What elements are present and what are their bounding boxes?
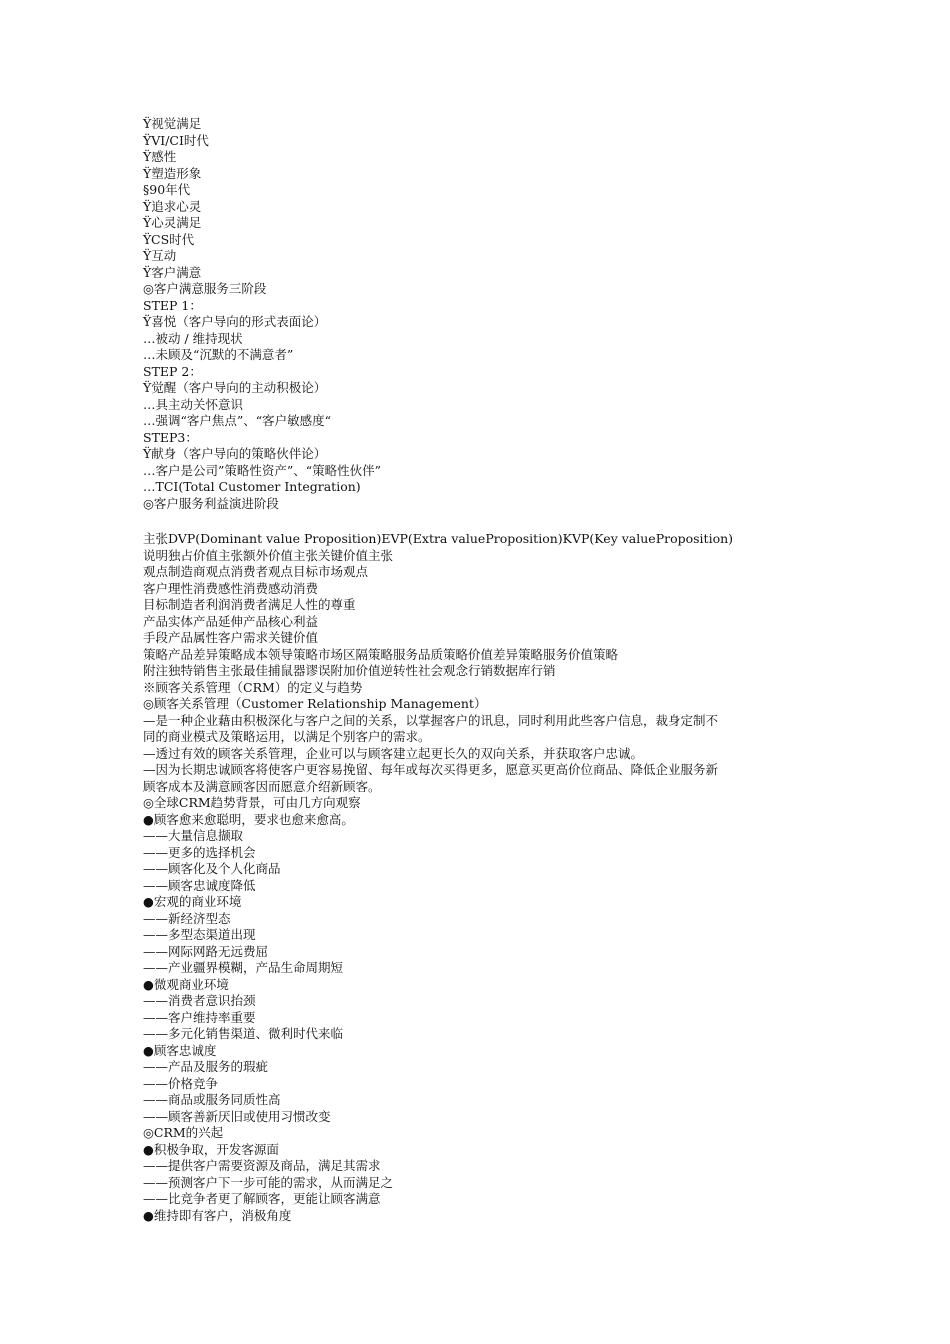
text-line: …客户是公司”策略性资产”、“策略性伙伴” bbox=[143, 462, 382, 478]
text-line: …具主动关怀意识 bbox=[143, 396, 244, 412]
text-line: …被动 / 维持现状 bbox=[143, 330, 243, 346]
text-line: Ÿ感性 bbox=[143, 149, 177, 164]
sub-item: ——价格竞争 bbox=[143, 1075, 219, 1091]
text-line: 策略产品差异策略成本领导策略市场区隔策略服务品质策略价值差异策略服务价值策略 bbox=[143, 646, 619, 662]
sub-item: ——大量信息撷取 bbox=[143, 828, 244, 843]
text-line: …强调“客户焦点”、“客户敏感度“ bbox=[143, 413, 332, 428]
text-line: 说明独占价值主张额外价值主张关键价值主张 bbox=[143, 547, 394, 563]
bullet-item: ●维持即有客户，消极角度 bbox=[143, 1207, 292, 1223]
text-line: —是一种企业藉由积极深化与客户之间的关系，以掌握客户的讯息，同时利用此些客户信息，裁身定制不 bbox=[143, 712, 719, 728]
text-line: 手段产品属性客户需求关键价值 bbox=[143, 630, 319, 645]
text-line: 顾客成本及满意顾客因而愿意介绍新顾客。 bbox=[143, 778, 381, 794]
text-line: 观点制造商观点消费者观点目标市场观点 bbox=[143, 564, 369, 579]
sub-item: ——顾客善新厌旧或使用习惯改变 bbox=[143, 1108, 331, 1124]
section-heading: ◎顾客关系管理（Customer Relationship Management） bbox=[143, 696, 487, 711]
text-line: Ÿ客户满意 bbox=[143, 264, 202, 280]
sub-item: ——顾客化及个人化商品 bbox=[143, 861, 281, 876]
text-line: —因为长期忠诚顾客将使客户更容易挽留、每年或每次买得更多，愿意买更高价位商品、降低企业服务新 bbox=[143, 762, 719, 777]
text-line: Ÿ追求心灵 bbox=[143, 198, 202, 214]
bullet-item: ●微观商业环境 bbox=[143, 976, 229, 992]
text-line: 产品实体产品延伸产品核心利益 bbox=[143, 613, 319, 629]
sub-item: ——产业疆界模糊，产品生命周期短 bbox=[143, 960, 344, 975]
text-line: Ÿ视觉满足 bbox=[143, 116, 202, 131]
text-line: …未顾及“沉默的不满意者” bbox=[143, 347, 294, 362]
text-block-lower bbox=[143, 531, 823, 1224]
section-heading: ◎CRM的兴起 bbox=[143, 1125, 224, 1140]
sub-item: ——更多的选择机会 bbox=[143, 844, 256, 860]
text-line: STEP 2： bbox=[143, 363, 202, 379]
section-heading: ◎全球CRM趋势背景，可由几方向观察 bbox=[143, 795, 361, 810]
sub-item: ——预测客户下一步可能的需求，从而满足之 bbox=[143, 1174, 394, 1190]
text-line: STEP 1： bbox=[143, 297, 202, 313]
sub-item: ——多元化销售渠道、微利时代来临 bbox=[143, 1026, 344, 1041]
sub-item: ——网际网路无远费屈 bbox=[143, 943, 269, 959]
sub-item: ——多型态渠道出现 bbox=[143, 927, 256, 942]
sub-item: ——商品或服务同质性高 bbox=[143, 1092, 281, 1107]
section-heading: ※顾客关系管理（CRM）的定义与趋势 bbox=[143, 679, 363, 695]
text-line: Ÿ塑造形象 bbox=[143, 165, 202, 181]
section-heading: ◎客户满意服务三阶段 bbox=[143, 281, 267, 296]
bullet-item: ●顾客忠诚度 bbox=[143, 1042, 217, 1058]
section-heading: ◎客户服务利益演进阶段 bbox=[143, 495, 279, 511]
text-line: 附注独特销售主张最佳捕鼠器谬误附加价值逆转性社会观念行销数据库行销 bbox=[143, 663, 556, 678]
text-line: 目标制造者利润消费者满足人性的尊重 bbox=[143, 597, 356, 612]
sub-item: ——比竞争者更了解顾客，更能让顾客满意 bbox=[143, 1191, 381, 1206]
sub-item: ——消费者意识抬颈 bbox=[143, 993, 256, 1008]
text-line: Ÿ心灵满足 bbox=[143, 215, 202, 230]
text-line: 客户理性消费感性消费感动消费 bbox=[143, 580, 319, 596]
text-line: §90年代 bbox=[143, 182, 191, 197]
text-block-upper bbox=[143, 116, 843, 512]
bullet-item: ●宏观的商业环境 bbox=[143, 894, 242, 909]
bullet-item: ●顾客愈来愈聪明，要求也愈来愈高。 bbox=[143, 811, 354, 827]
text-line: Ÿ觉醒（客户导向的主动积极论） bbox=[143, 380, 327, 395]
text-line: STEP3： bbox=[143, 429, 198, 445]
sub-item: ——顾客忠诚度降低 bbox=[143, 877, 256, 893]
bullet-item: ●积极争取，开发客源面 bbox=[143, 1141, 279, 1157]
sub-item: ——提供客户需要资源及商品，满足其需求 bbox=[143, 1158, 381, 1173]
text-line: —透过有效的顾客关系管理，企业可以与顾客建立起更长久的双向关系，并获取客户忠诚。 bbox=[143, 745, 644, 761]
text-line: ŸVI/CI时代 bbox=[143, 132, 209, 148]
text-line: 主张DVP(Dominant value Proposition)EVP(Extra valueProposition)KVP(Key valueProposition) bbox=[143, 531, 734, 546]
text-line: ŸCS时代 bbox=[143, 231, 195, 247]
text-line: Ÿ互动 bbox=[143, 248, 177, 263]
text-line: 同的商业模式及策略运用，以满足个别客户的需求。 bbox=[143, 729, 431, 744]
sub-item: ——产品及服务的瑕疵 bbox=[143, 1059, 269, 1074]
text-line: Ÿ献身（客户导向的策略伙伴论） bbox=[143, 446, 327, 461]
text-line: Ÿ喜悦（客户导向的形式表面论） bbox=[143, 314, 327, 329]
sub-item: ——新经济型态 bbox=[143, 910, 231, 926]
sub-item: ——客户维持率重要 bbox=[143, 1009, 256, 1025]
text-line: …TCI(Total Customer Integration) bbox=[143, 479, 361, 494]
